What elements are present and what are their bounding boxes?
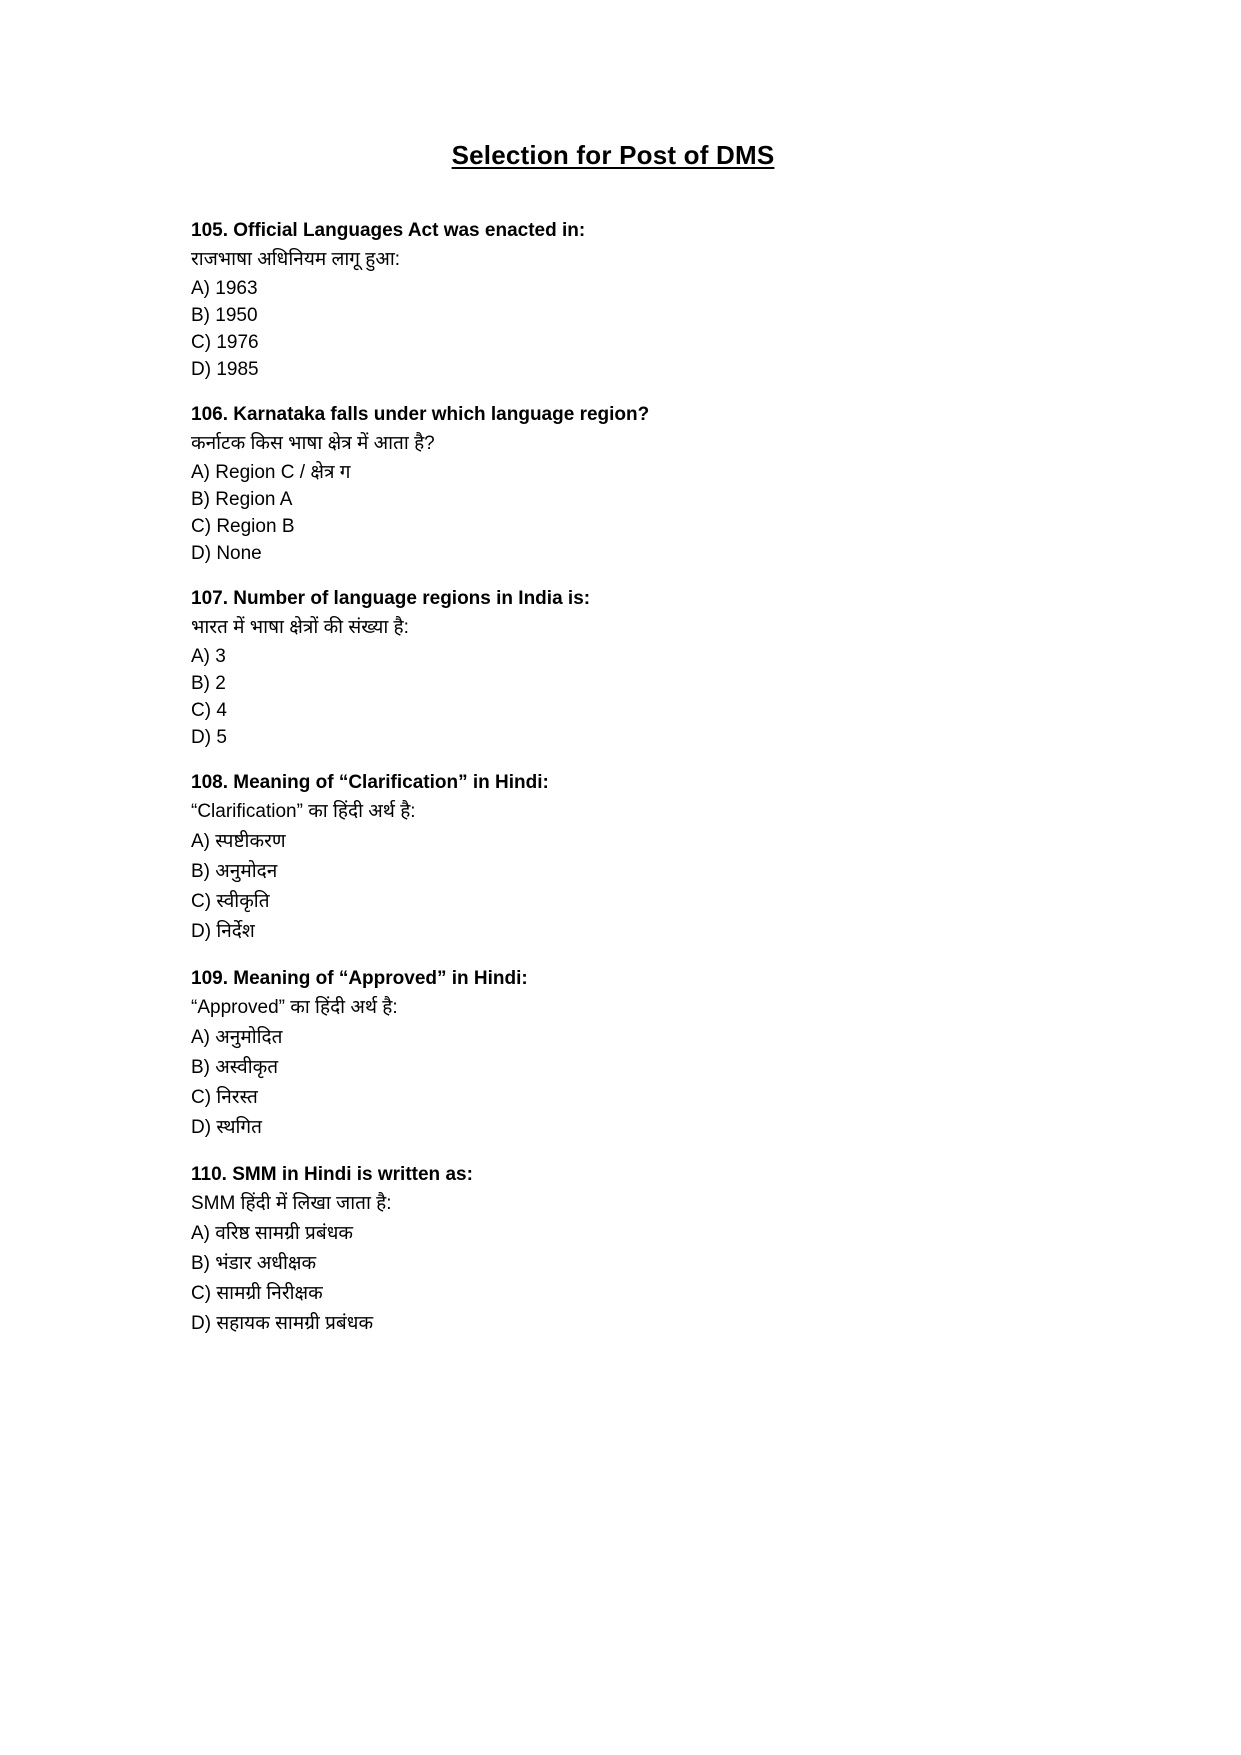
option-b: B) अस्वीकृत (191, 1057, 279, 1078)
page-title (170, 140, 1056, 170)
option-c: C) Region B (191, 516, 295, 537)
option-b: B) अनुमोदन (191, 861, 278, 882)
question-number: 106. (191, 404, 228, 425)
option-a: A) Region C / क्षेत्र ग (191, 462, 351, 483)
question-heading (191, 1161, 1056, 1188)
question-text-hi: कर्नाटक किस भाषा क्षेत्र में आता है? (191, 433, 435, 454)
option-b: B) भंडार अधीक्षक (191, 1253, 317, 1274)
question-number: 109. (191, 968, 228, 989)
question-heading (191, 585, 1056, 612)
option-d: D) स्थगित (191, 1117, 262, 1138)
option-d: D) 5 (191, 727, 227, 748)
option-c: C) सामग्री निरीक्षक (191, 1283, 323, 1304)
option-d: D) सहायक सामग्री प्रबंधक (191, 1313, 374, 1334)
question-block-109 (191, 965, 1056, 1143)
question-number: 108. (191, 772, 228, 793)
option-d: D) निर्देश (191, 921, 255, 942)
question-heading (191, 965, 1056, 992)
option-a: A) वरिष्ठ सामग्री प्रबंधक (191, 1223, 353, 1244)
page-title-text: Selection for Post of DMS (451, 140, 775, 170)
question-block-107 (191, 585, 1056, 751)
question-number: 107. (191, 588, 228, 609)
option-c: C) स्वीकृति (191, 891, 270, 912)
option-a: A) 3 (191, 646, 226, 667)
question-text-en: SMM in Hindi is written as: (232, 1164, 473, 1185)
question-text-en: Meaning of “Clarification” in Hindi: (233, 772, 549, 793)
question-text-en: Meaning of “Approved” in Hindi: (233, 968, 528, 989)
question-heading (191, 401, 1056, 428)
question-text-hi: भारत में भाषा क्षेत्रों की संख्या है: (191, 617, 409, 638)
option-b: B) Region A (191, 489, 293, 510)
question-text-en: Number of language regions in India is: (233, 588, 591, 609)
question-block-108 (191, 769, 1056, 947)
question-text-en: Karnataka falls under which language region? (233, 404, 650, 425)
option-a: A) 1963 (191, 278, 258, 299)
option-c: C) 1976 (191, 332, 259, 353)
option-c: C) 4 (191, 700, 227, 721)
option-a: A) स्पष्टीकरण (191, 831, 286, 852)
question-text-hi: राजभाषा अधिनियम लागू हुआ: (191, 249, 401, 270)
option-b: B) 1950 (191, 305, 258, 326)
question-number: 110. (191, 1164, 227, 1185)
option-a: A) अनुमोदित (191, 1027, 283, 1048)
question-block-106 (191, 401, 1056, 567)
question-number: 105. (191, 220, 228, 241)
question-text-hi: SMM हिंदी में लिखा जाता है: (191, 1193, 392, 1214)
question-heading (191, 769, 1056, 796)
question-text-en: Official Languages Act was enacted in: (233, 220, 586, 241)
question-text-hi: “Clarification” का हिंदी अर्थ है: (191, 801, 416, 822)
option-b: B) 2 (191, 673, 226, 694)
option-d: D) 1985 (191, 359, 259, 380)
question-block-110 (191, 1161, 1056, 1339)
question-heading (191, 217, 1056, 244)
question-text-hi: “Approved” का हिंदी अर्थ है: (191, 997, 398, 1018)
option-d: D) None (191, 543, 262, 564)
option-c: C) निरस्त (191, 1087, 258, 1108)
question-block-105 (191, 217, 1056, 383)
